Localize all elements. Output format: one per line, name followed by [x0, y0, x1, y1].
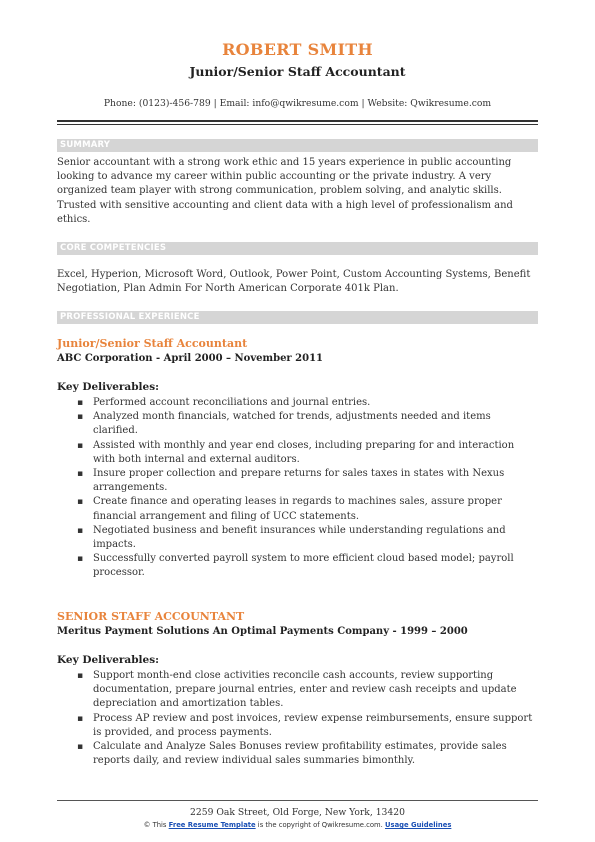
copyright-prefix: © This	[143, 821, 169, 829]
job-bullet-list	[57, 669, 538, 768]
list-item: ▪ Performed account reconciliations and journal entries.	[57, 396, 538, 410]
footer-divider	[57, 800, 538, 801]
competencies-text: Excel, Hyperion, Microsoft Word, Outlook, Power Point, Custom Accounting Systems, Benefit Negotiation, Plan Admin For North American Corporate 401k Plan.	[57, 269, 531, 295]
job-bullet-list	[57, 396, 538, 581]
candidate-name: ROBERT SMITH	[222, 40, 373, 59]
list-item: ▪ Support month-end close activities reconcile cash accounts, review supporting documentation, prepare journal entries, enter and review cash receipts and update depreciation and amortization tables.	[57, 669, 538, 712]
list-item: ▪ Assisted with monthly and year end closes, including preparing for and interaction with both internal and external auditors.	[57, 439, 538, 467]
job-company: Meritus Payment Solutions An Optimal Payments Company - 1999 – 2000	[57, 626, 468, 637]
free-resume-template-link[interactable]: Free Resume Template	[168, 821, 256, 829]
section-heading-experience: PROFESSIONAL EXPERIENCE	[57, 311, 538, 324]
section-heading-summary: SUMMARY	[57, 139, 538, 152]
list-item: ▪ Create finance and operating leases in regards to machines sales, assure proper financial arrangement and filing of UCC statements.	[57, 495, 538, 523]
list-item: ▪ Insure proper collection and prepare returns for sales taxes in states with Nexus arrangements.	[57, 467, 538, 495]
job-title: SENIOR STAFF ACCOUNTANT	[57, 610, 245, 623]
list-item: ▪ Calculate and Analyze Sales Bonuses review profitability estimates, provide sales reports daily, and review individual sales summaries bimonthly.	[57, 740, 538, 768]
footer-copyright	[0, 821, 595, 829]
copyright-middle: is the copyright of Qwikresume.com.	[255, 821, 385, 829]
list-item: ▪ Successfully converted payroll system to more efficient cloud based model; payroll processor.	[57, 552, 538, 580]
job-title: Junior/Senior Staff Accountant	[57, 337, 248, 350]
header-divider	[57, 120, 538, 125]
section-heading-competencies: CORE COMPETENCIES	[57, 242, 538, 255]
key-deliverables-label: Key Deliverables:	[57, 654, 160, 666]
contact-line: Phone: (0123)-456-789 | Email: info@qwikresume.com | Website: Qwikresume.com	[103, 98, 492, 109]
list-item: ▪ Negotiated business and benefit insurances while understanding regulations and impacts.	[57, 524, 538, 552]
usage-guidelines-link[interactable]: Usage Guidelines	[385, 821, 452, 829]
summary-text: Senior accountant with a strong work ethic and 15 years experience in public accounting looking to advance my career within public accounting or the private industry. A very organized team player with strong communication, problem solving, and analytic skills. Trusted with sensitive accounting and client data with a high level of professionalism and ethics.	[57, 157, 513, 225]
key-deliverables-label: Key Deliverables:	[57, 381, 160, 393]
candidate-title: Junior/Senior Staff Accountant	[189, 64, 406, 79]
list-item: ▪ Process AP review and post invoices, review expense reimbursements, ensure support is provided, and process payments.	[57, 712, 538, 740]
list-item: ▪ Analyzed month financials, watched for trends, adjustments needed and items clarified.	[57, 410, 538, 438]
footer-address: 2259 Oak Street, Old Forge, New York, 13420	[190, 807, 405, 818]
job-company: ABC Corporation - April 2000 – November 2011	[57, 353, 324, 364]
